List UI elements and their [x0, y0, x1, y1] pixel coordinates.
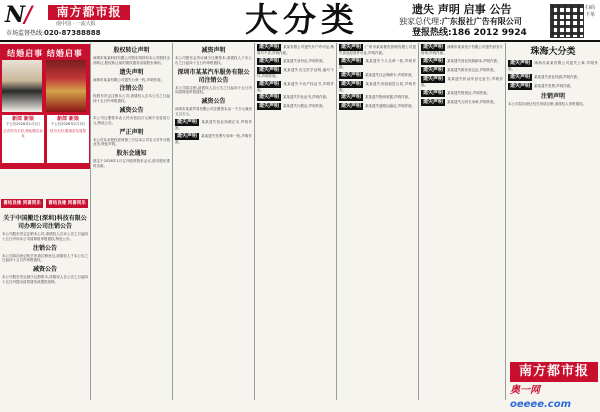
column-divider	[418, 43, 419, 400]
column-6	[421, 44, 503, 400]
notice-body: 广州市某某餐饮管理有限公司遗失食品经营许可证,声明作废。	[339, 45, 416, 55]
notice-text	[421, 58, 503, 65]
column-1	[0, 44, 90, 400]
notice-label: 遗失声明	[341, 71, 362, 78]
notice-text	[93, 94, 170, 104]
notice-text: 本公司股东决定减少注册资本,请债权人自公告之日起四十五日内提出清偿债务或提供担保。	[2, 275, 88, 284]
notice	[421, 90, 503, 97]
notice-text	[175, 56, 252, 66]
notice-text	[257, 81, 334, 93]
wedding-photo	[2, 60, 42, 112]
wedding-date: 于公历2026年1月3日	[50, 122, 86, 126]
column-divider	[254, 43, 255, 400]
notice	[339, 44, 416, 56]
column-3	[175, 44, 252, 400]
notice-label: 遗失声明	[510, 82, 531, 89]
qr-code-icon[interactable]	[550, 4, 584, 38]
notice	[93, 69, 170, 83]
notice	[421, 58, 503, 65]
newspaper-logo-bottom: 南方都市报	[510, 362, 598, 382]
notice-text	[508, 102, 598, 107]
notice-text	[339, 44, 416, 56]
notice-text	[421, 99, 503, 106]
qr-label: 扫码下单	[585, 5, 596, 18]
notice	[257, 44, 334, 56]
column-divider	[505, 43, 506, 400]
notice-body: 深圳市某某有限公司遗失公章一枚,声明作废。	[93, 77, 165, 82]
wedding-ad-band	[0, 44, 90, 169]
notice-text	[175, 107, 252, 117]
column-2	[93, 44, 170, 400]
column-4	[257, 44, 334, 400]
notice	[421, 99, 503, 106]
notice-headline: 减资公告	[119, 106, 144, 114]
notice-body: 某某遗失不动产权证书,声明作废。	[257, 81, 334, 92]
notice-text	[257, 58, 334, 65]
notice-body: 兹定于2026年1月召开临时股东会议,请各股东准时出席。	[93, 159, 170, 168]
notice-label: 遗失声明	[510, 73, 531, 80]
ad-hotline: 登报热线:186 2012 9924	[412, 28, 527, 38]
notice-text	[93, 78, 170, 83]
region-heading: 珠海大分类	[530, 47, 576, 57]
column-7	[508, 44, 598, 360]
notice-body: 某某遗失出生医学证明,编号不详,声明作废。	[257, 67, 334, 78]
notice-headline: 股东会通知	[116, 150, 147, 158]
notice-label: 遗失声明	[259, 80, 280, 87]
notice-text	[421, 67, 503, 74]
notice-body: 某某遗失营业执照副本,声明作废。	[447, 58, 501, 63]
wedding-banner: 结婚启事 结婚启事	[7, 48, 83, 58]
notice	[508, 74, 598, 81]
notice-text	[93, 56, 170, 66]
exclusive-agent: 独家总代理:广东报社广告有限公司	[399, 17, 522, 26]
wedding-ad-text	[1, 114, 45, 164]
notice-text	[508, 60, 598, 72]
notice-list	[2, 212, 88, 287]
notice-headline: 减资公告	[201, 98, 226, 106]
notice-text: 本公司拟向登记机关申请注销登记,请债权人于本公告之日起四十五日内申报债权。	[2, 253, 88, 263]
notice-headline: 深圳市某某汽车服务有限公司注销公告	[177, 68, 250, 84]
notice-label: 遗失声明	[259, 44, 280, 50]
notice	[2, 245, 88, 264]
notice-label: 遗失声明	[341, 94, 362, 101]
notice-text	[508, 83, 598, 90]
notice-text	[339, 81, 416, 93]
notice-headline: 注销公告	[32, 244, 57, 252]
notice-text	[339, 72, 416, 79]
notice-label: 遗失声明	[259, 57, 280, 64]
notice	[93, 129, 170, 148]
column-divider	[90, 43, 91, 400]
notice-text	[93, 138, 170, 148]
wedding-greeting: 正式结为夫妇,特此敬告亲友	[3, 129, 43, 138]
couple-names: 新郎 新娘	[12, 116, 34, 122]
notice	[257, 103, 334, 110]
notice-headline: 股权转让声明	[113, 47, 150, 54]
notice	[421, 44, 503, 56]
notice-body: 本公司注册资本由人民币伍佰万元减少至壹佰万元,特此公告。	[93, 115, 170, 125]
notice-body: 某某遗失社会保障卡,声明作废。	[365, 72, 416, 77]
couple-names: 新郎 新娘	[57, 116, 79, 122]
notice	[175, 98, 252, 117]
notice-text	[257, 103, 334, 110]
notice	[175, 47, 252, 66]
notice-label: 遗失声明	[177, 132, 198, 139]
notice-text	[421, 44, 503, 56]
notice-body: 某某遗失购房收据,声明作废。	[365, 95, 412, 100]
notice-text	[339, 94, 416, 101]
notice	[257, 67, 334, 79]
notice-body: 某某遗失行驶证,声明作废。	[283, 104, 327, 109]
notice	[93, 150, 170, 169]
notice-headline: 注销公告	[119, 85, 144, 93]
notice	[508, 93, 598, 107]
wedding-ad-footer: 喜结良缘 同喜同乐	[46, 199, 88, 208]
logo-slogan: 南中国 · 一流大报	[56, 21, 96, 27]
notice	[93, 85, 170, 104]
notice	[257, 81, 334, 93]
notice-text	[508, 74, 598, 81]
notice-body: 某某遗失发票,声明作废。	[534, 83, 574, 88]
notice-body: 本公司拟向登记机关申请注销,请债权人申报债权。	[508, 101, 587, 106]
wedding-ad-footer: 喜结良缘 同喜同乐	[1, 199, 43, 208]
notice	[257, 58, 334, 65]
notice-body: 某某遗失机动车登记证书,声明作废。	[421, 76, 503, 87]
notice-body: 某某遗失个人名章一枚,声明作废。	[339, 58, 416, 69]
notice-headline: 注销声明	[540, 92, 565, 100]
column-5	[339, 44, 416, 400]
notice-label: 遗失声明	[341, 44, 362, 50]
notice	[2, 215, 88, 242]
logo-mark: N/	[5, 2, 32, 28]
notice-body: 某某遗失道路运输证,声明作废。	[365, 104, 416, 109]
notice-label: 遗失声明	[341, 80, 362, 87]
notice-text	[257, 44, 334, 56]
notice	[339, 81, 416, 93]
notice	[93, 107, 170, 126]
notice-label: 遗失声明	[341, 103, 362, 110]
notice-body: 某某遗失房屋租赁合同,声明作废。	[339, 81, 416, 92]
notice-label: 遗失声明	[423, 57, 444, 64]
wedding-greeting: 结为夫妇,敬请亲友周知	[49, 129, 87, 133]
notice-body: 某某遗失身份证,声明作废。	[283, 58, 327, 63]
column-divider	[172, 43, 173, 400]
notice-label: 遗失声明	[177, 118, 198, 125]
market-hotline: 市场监督热线:020-87388888	[6, 29, 101, 37]
wedding-ad-text	[46, 114, 90, 164]
notice-label: 遗失声明	[423, 89, 444, 96]
notice	[421, 76, 503, 88]
notice	[508, 83, 598, 90]
notice	[339, 58, 416, 70]
notice	[2, 266, 88, 285]
notice-text	[93, 116, 170, 126]
newspaper-logo: 南方都市报	[48, 5, 130, 20]
page-header	[0, 0, 600, 42]
masthead-title: 大分类	[245, 0, 359, 39]
notice-text	[421, 76, 503, 88]
notice-text	[93, 159, 170, 169]
notice	[175, 69, 252, 96]
notice	[508, 60, 598, 72]
notice-headline: 减资公告	[32, 266, 57, 274]
notice-body: 珠海市某某有限公司遗失公章,声明作废。	[508, 61, 598, 71]
notice-body: 某某遗失发票专用章一枚,声明作废。	[175, 133, 252, 144]
notice-body: 某某遗失营业执照正本,声明作废。	[175, 119, 252, 130]
notice-body: 某某遗失毕业证书,声明作废。	[283, 95, 330, 100]
notice	[257, 94, 334, 101]
notice-body: 本公司拟注销,请债权人自公告之日起四十五日内向清算组申报债权。	[175, 85, 252, 95]
notice-label: 遗失声明	[510, 60, 531, 66]
notice	[175, 119, 252, 131]
notice-body: 本公司股东会决议减少注册资本,请债权人于本公告之日起四十五日内申报债权。	[175, 56, 252, 65]
notice-label: 遗失声明	[423, 66, 444, 73]
notice	[93, 47, 170, 66]
notice-text	[175, 133, 252, 145]
notice-body: 本公司从未授权任何第三方以本公司名义对外开展业务,特此声明。	[93, 137, 170, 147]
notice-text: 本公司股东决定注销本公司,请债权人自本公告之日起四十五日内向本公司清算组申报债权,特此公告。	[2, 232, 88, 241]
column-divider	[336, 43, 337, 400]
notice-list	[508, 60, 598, 107]
notice-body: 某某遗失报到证,声明作废。	[447, 90, 491, 95]
notice-text	[257, 67, 334, 79]
notice-text	[421, 90, 503, 97]
notice-body: 某某遗失合同专用章,声明作废。	[447, 99, 498, 104]
site-watermark: 奥一网 oeeee.com	[510, 385, 572, 410]
notice-body: 某某有限公司遗失开户许可证,核准号不详,声明作废。	[257, 45, 334, 55]
notice-label: 遗失声明	[259, 103, 280, 110]
notice-body: 深圳市某某贸易有限公司注册资本由一千万元减至五百万元。	[175, 107, 252, 116]
notice-label: 遗失声明	[423, 98, 444, 105]
notice-headline: 遗失声明	[119, 68, 144, 76]
notice-label: 遗失声明	[423, 75, 444, 82]
notice-body: 某某遗失营业执照,声明作废。	[534, 74, 581, 79]
notice	[339, 94, 416, 101]
notice	[175, 133, 252, 145]
notice-text	[257, 94, 334, 101]
notice-body: 深圳市某某科技有限公司股东将持有本公司股权全部转让,股权转让前的债权债务由原股东承担。	[93, 56, 170, 65]
wedding-date: 于公历2026年1月2日	[5, 122, 41, 126]
notice-text	[339, 103, 416, 110]
notice-headline: 减资声明	[201, 47, 226, 54]
notice-label: 遗失声明	[259, 66, 280, 73]
notice	[339, 72, 416, 79]
notice-body: 某某遗失税务登记证,声明作废。	[447, 67, 498, 72]
notice-text	[175, 119, 252, 131]
notice	[421, 67, 503, 74]
notice-headline: 严正声明	[119, 128, 144, 136]
section-subtitle: 遗失 声明 启事 公告	[412, 3, 512, 16]
wedding-photo	[46, 60, 86, 112]
notice-body: 深圳市某某电子有限公司遗失财务专用章,声明作废。	[421, 45, 503, 55]
notice-text	[175, 86, 252, 96]
notice-body: 经股东决定注销本公司,请债权人自本公告之日起四十五日内申报债权。	[93, 94, 170, 104]
notice	[339, 103, 416, 110]
notice-text	[339, 58, 416, 70]
notice-headline: 关于中国搬迁(深圳)科技有限公司办理公司注销公告	[3, 215, 87, 230]
notice-label: 遗失声明	[423, 44, 444, 50]
notice-label: 遗失声明	[259, 94, 280, 101]
notice-label: 遗失声明	[341, 57, 362, 64]
